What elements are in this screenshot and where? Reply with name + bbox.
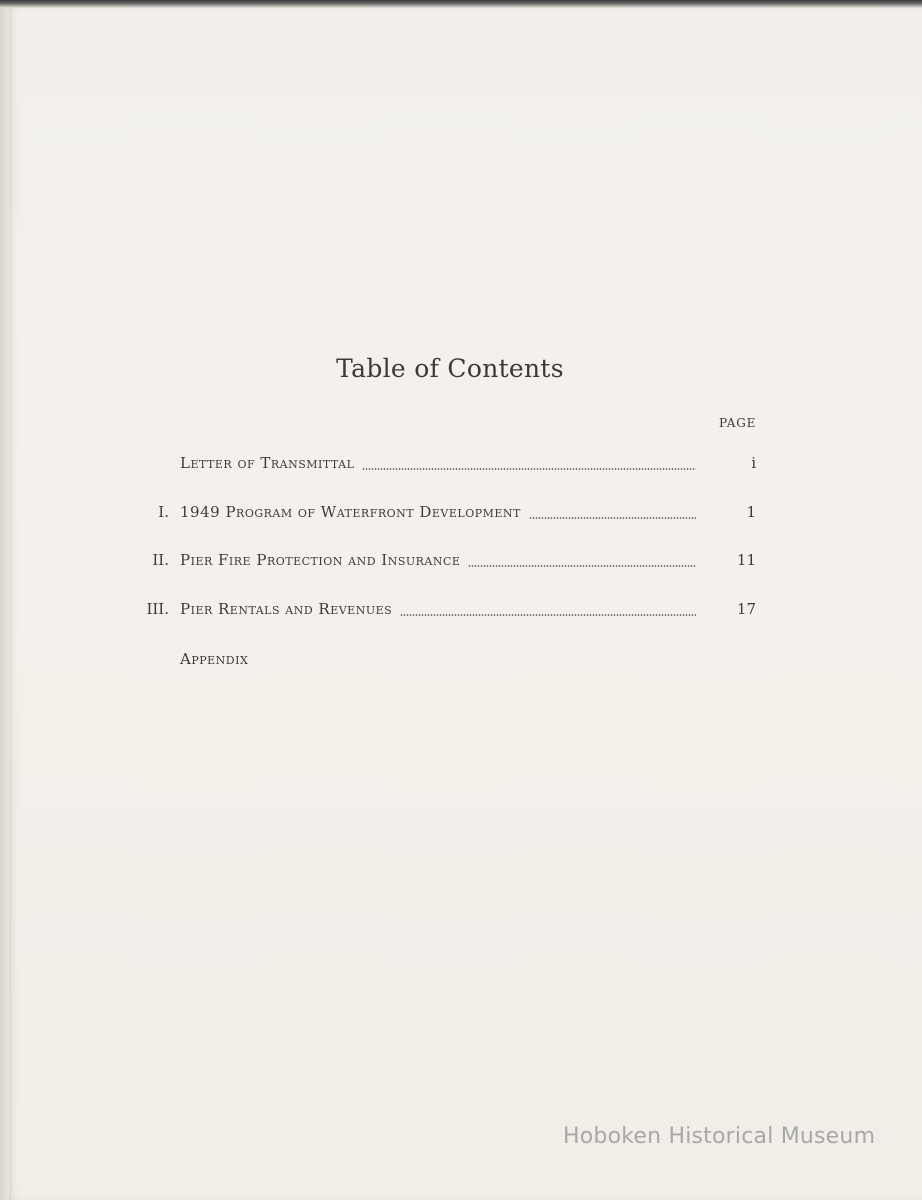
toc-leader-dots <box>529 517 696 519</box>
toc-entry-number: I. <box>158 503 169 521</box>
page-top-edge <box>0 0 922 8</box>
toc-entry-page: 11 <box>736 551 756 569</box>
page-column-header: PAGE <box>719 416 757 430</box>
toc-entry <box>132 551 756 573</box>
toc-entry <box>132 503 756 525</box>
toc-leader-dots <box>362 468 696 470</box>
toc-entry-label: Appendix <box>180 650 249 668</box>
toc-entry <box>132 454 756 476</box>
toc-entry <box>132 650 756 672</box>
toc-leader-dots <box>468 565 696 567</box>
page-spine <box>0 8 9 1200</box>
toc-entry <box>132 600 756 622</box>
toc-entry-page: 1 <box>746 503 756 521</box>
toc-leader-dots <box>400 614 696 616</box>
toc-entry-label: 1949 Program of Waterfront Development <box>180 503 521 521</box>
toc-entry-number: II. <box>152 551 169 569</box>
toc-entry-label: Letter of Transmittal <box>180 454 355 472</box>
page-title: Table of Contents <box>336 354 564 383</box>
toc-entry-page: 17 <box>736 600 756 618</box>
toc-entry-page: i <box>751 454 756 472</box>
toc-entry-label: Pier Fire Protection and Insurance <box>180 551 461 569</box>
toc-entry-label: Pier Rentals and Revenues <box>180 600 393 618</box>
watermark-text: Hoboken Historical Museum <box>563 1124 876 1149</box>
toc-entry-number: III. <box>146 600 169 618</box>
